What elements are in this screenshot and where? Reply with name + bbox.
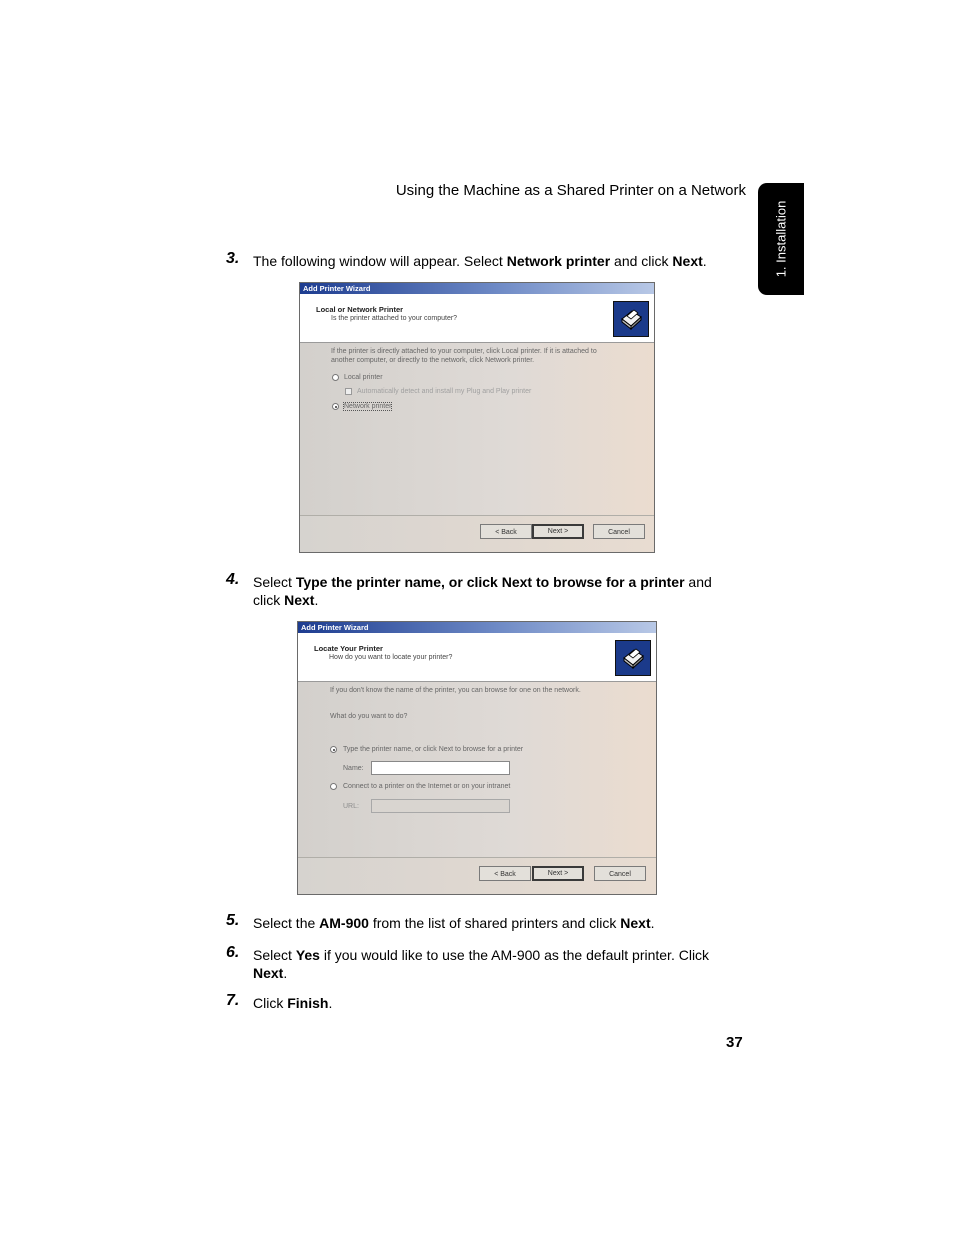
type-printer-name-radio[interactable] [330, 746, 337, 753]
header-title: Local or Network Printer [316, 305, 404, 314]
header-title: Locate Your Printer [314, 644, 383, 653]
header-subtitle: How do you want to locate your printer? [329, 654, 453, 661]
url-label: URL: [343, 803, 359, 810]
next-button[interactable]: Next > [532, 866, 584, 881]
dialog-title: Add Printer Wizard [298, 622, 656, 633]
step-7 [226, 994, 726, 1012]
step-number: 4. [226, 571, 240, 588]
step-4 [226, 573, 726, 609]
running-head: Using the Machine as a Shared Printer on a Network [395, 182, 746, 199]
name-label: Name: [343, 765, 364, 772]
printer-wizard-icon [615, 640, 651, 676]
question-text: What do you want to do? [330, 713, 408, 720]
add-printer-dialog-locate [297, 621, 657, 895]
cancel-button[interactable]: Cancel [593, 524, 645, 539]
page-number: 37 [726, 1034, 743, 1051]
step-text: Select Yes if you would like to use the AM-900 as the default printer. Click Next. [253, 947, 710, 981]
auto-detect-checkbox[interactable] [345, 388, 352, 395]
dialog-header [300, 294, 654, 343]
name-input[interactable] [371, 761, 510, 775]
auto-detect-label[interactable]: Automatically detect and install my Plug and Play printer [357, 388, 532, 395]
back-button[interactable]: < Back [480, 524, 532, 539]
printer-wizard-icon [613, 301, 649, 337]
step-number: 6. [226, 944, 240, 961]
local-printer-radio[interactable] [332, 374, 339, 381]
step-number: 5. [226, 912, 240, 929]
header-subtitle: Is the printer attached to your computer? [331, 315, 458, 322]
description-line-1: If the printer is directly attached to your computer, click Local printer. If it is attached to [331, 348, 597, 355]
step-text: Click Finish. [253, 995, 333, 1011]
dialog-footer [298, 857, 656, 894]
step-6 [226, 946, 726, 982]
local-printer-label[interactable]: Local printer [344, 374, 383, 381]
dialog-body [298, 682, 656, 858]
step-text: Select Type the printer name, or click Next to browse for a printer and click Next. [253, 574, 712, 608]
network-printer-radio[interactable] [332, 403, 339, 410]
step-number: 3. [226, 250, 240, 267]
url-input[interactable] [371, 799, 510, 813]
connect-internet-label[interactable]: Connect to a printer on the Internet or on your intranet [343, 783, 511, 790]
chapter-tab [758, 183, 804, 295]
step-text: The following window will appear. Select Network printer and click Next. [253, 253, 707, 269]
connect-internet-radio[interactable] [330, 783, 337, 790]
dialog-body [300, 343, 654, 516]
back-button[interactable]: < Back [479, 866, 531, 881]
chapter-tab-label: 1. Installation [773, 200, 789, 278]
dialog-header [298, 633, 656, 682]
type-printer-name-label[interactable]: Type the printer name, or click Next to browse for a printer [343, 746, 524, 753]
dialog-footer [300, 515, 654, 552]
cancel-button[interactable]: Cancel [594, 866, 646, 881]
step-text: Select the AM-900 from the list of shared printers and click Next. [253, 915, 655, 931]
step-3 [226, 252, 726, 270]
description-line-2: another computer, or directly to the network, click Network printer. [331, 357, 535, 364]
next-button[interactable]: Next > [532, 524, 584, 539]
step-number: 7. [226, 992, 240, 1009]
add-printer-dialog-local-network [299, 282, 655, 553]
dialog-title: Add Printer Wizard [300, 283, 654, 294]
step-5 [226, 914, 726, 932]
description-line: If you don't know the name of the printer, you can browse for one on the network. [330, 687, 581, 694]
network-printer-label[interactable]: Network printer [344, 403, 392, 410]
